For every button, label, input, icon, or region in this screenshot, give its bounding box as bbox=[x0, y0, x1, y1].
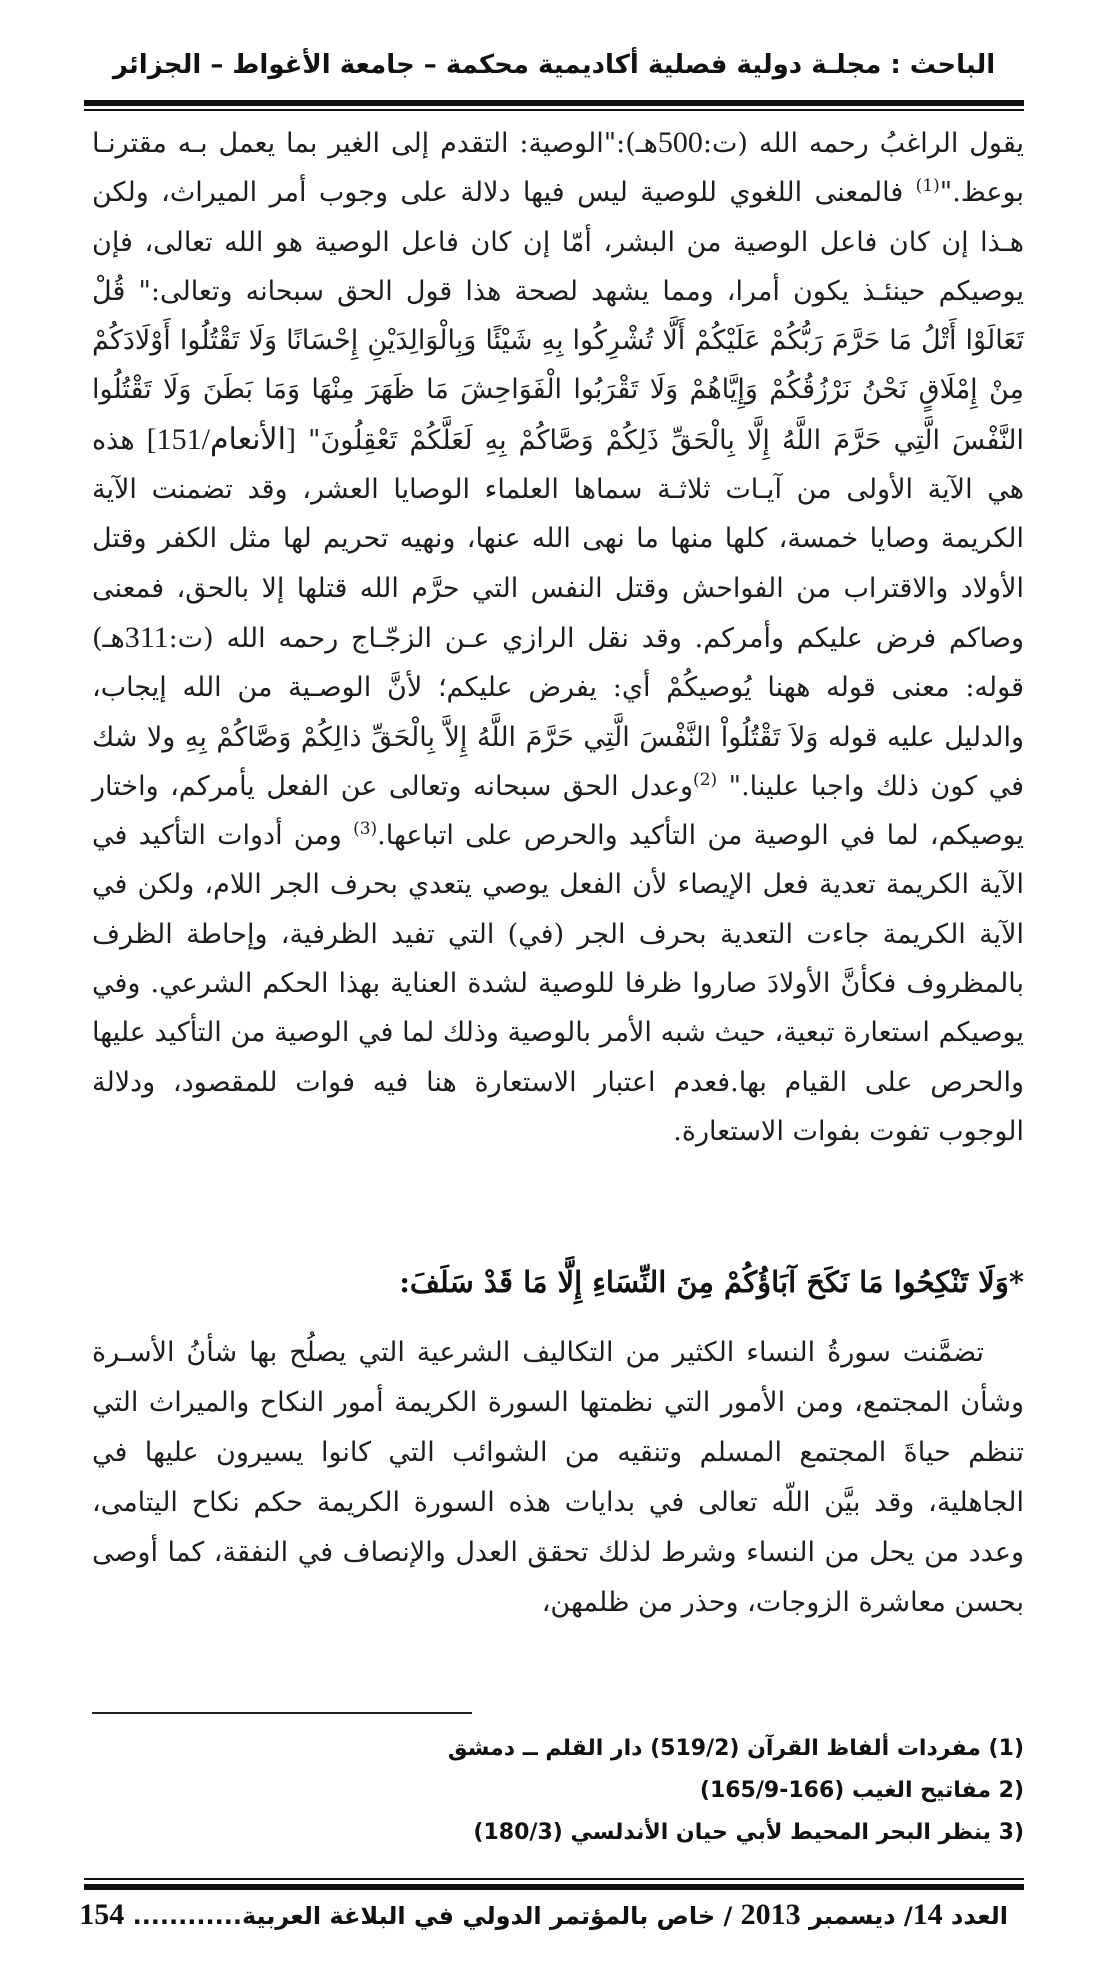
death-year-zajjaj: 311 bbox=[124, 620, 169, 654]
footnote-ref-1[interactable]: (1) bbox=[915, 176, 940, 197]
paragraph-1 bbox=[92, 118, 1024, 1156]
text-segment: يقول الراغبُ رحمه الله (ت: bbox=[702, 128, 1024, 159]
text-segment: هذه هي الآية الأولى من آيـات ثلاثـة سماها العلماء الوصايا العشر، وقد تضمنت الآية الكريمة وصايا خمسة، كلها منها ما نهى الله عنها، ونهيه تحريم لها مثل الكفر وقتل الأولاد والاقتراب من الفواحش وقتل النفس التي حرَّم الله قتلها إلا بالحق، فمعنى وصاكم فرض عليكم وأمركم. وقد نقل الرازي عـن الزجّـاج رحمه الله (ت: bbox=[92, 424, 1024, 654]
issue-label: العدد bbox=[942, 1902, 1008, 1930]
journal-header-title: الباحث : مجلـة دولية فصلية أكاديمية محكمة – جامعة الأغواط – الجزائر bbox=[112, 50, 996, 80]
section-2-paragraph bbox=[92, 1328, 1024, 1628]
issue-number: 14 bbox=[912, 1898, 943, 1931]
footer-rule-thick bbox=[84, 1884, 1024, 1890]
footnotes bbox=[92, 1728, 1024, 1854]
footnote-1: (1) مفردات ألفاظ القرآن (519/2) دار القلم ــ دمشق bbox=[447, 1736, 1024, 1761]
footnote-3: (3 ينظر البحر المحيط لأبي حيان الأندلسي (180/3) bbox=[473, 1820, 1024, 1845]
footnote-separator bbox=[92, 1712, 472, 1714]
footnote-ref-3[interactable]: (3) bbox=[353, 819, 378, 840]
footnote-ref-2[interactable]: (2) bbox=[693, 769, 718, 790]
main-paragraph bbox=[92, 118, 1024, 1156]
header-rule-thick bbox=[84, 100, 1024, 106]
issue-year: 2013 bbox=[740, 1898, 801, 1931]
paragraph-2: تضمَّنت سورةُ النساء الكثير من التكاليف الشرعية التي يصلُح بها شأنُ الأسـرة وشأن المجتمع، ومن الأمور التي نظمتها السورة الكريمة أمور النكاح والميراث التي تنظم حياةَ المجتمع المسلم وتنقيه من الشوائب التي كانوا يسيرون عليها في الجاهلية، وقد بيَّن اللّه تعالى في بدايات هذه السورة الكريمة حكم نكاح اليتامى، وعدد من يحل من النساء وشرط لذلك تحقق العدل والإنصاف في النفقة، كما أوصى بحسن معاشرة الزوجات، وحذر من ظلمهن، bbox=[92, 1337, 1024, 1618]
header-rule-thin bbox=[84, 109, 1024, 111]
text-segment: هـ):"الوصية: التقدم إلى الغير بما يعمل بـه مقترنـا بوعظ." bbox=[92, 128, 1024, 209]
verse-heading: *وَلَا تَنْكِحُوا مَا نَكَحَ آبَاؤُكُمْ مِنَ النِّسَاءِ إِلَّا مَا قَدْ سَلَفَ: bbox=[399, 1265, 1024, 1299]
page-footer bbox=[79, 1898, 1008, 1932]
text-segment: وعدل الحق سبحانه وتعالى عن الفعل يأمركم، واختار يوصيكم، لما في الوصية من التأكيد والحرص على اتباعها. bbox=[92, 770, 1024, 852]
issue-month: / ديسمبر bbox=[800, 1902, 913, 1930]
footnote-2: (2 مفاتيح الغيب (166-165/9) bbox=[699, 1778, 1024, 1803]
footer-rule-thin bbox=[84, 1878, 1024, 1880]
text-segment: ومن أدوات التأكيد في الآية الكريمة تعدية فعل الإيصاء لأن الفعل يوصي يتعدي بحرف الجر اللام، ولكن في الآية الكريمة جاءت التعدية بحرف الجر (في) التي تفيد الظرفية، وإحاطة الظرف بالمظروف فكأنَّ الأولادَ صاروا ظرفا للوصية لشدة العناية بهذا الحكم الشرعي. وفي يوصيكم استعارة تبعية، حيث شبه الأمر بالوصية وذلك لما في الوصية من التأكيد عليها والحرص على القيام بها.فعدم اعتبار الاستعارة هنا فيه فوات للمقصود، ودلالة الوجوب تفوت بفوات الاستعارة. bbox=[92, 820, 1024, 1147]
text-segment: فالمعنى اللغوي للوصية ليس فيها دلالة على وجوب أمر الميراث، ولكن هـذا إن كان فاعل الوصية من البشر، أمّا إن كان فاعل الوصية هو الله تعالى، فإن يوصيكم حينئـذ يكون أمرا، ومما يشهد لصحة هذا قول الحق سبحانه وتعالى:" قُلْ تَعَالَوْا أَتْلُ مَا حَرَّمَ رَبُّكُمْ عَلَيْكُمْ أَلَّا تُشْرِكُوا بِهِ شَيْئًا وَبِالْوَالِدَيْنِ إِحْسَانًا وَلَا تَقْتُلُوا أَوْلَادَكُمْ مِنْ إِمْلَاقٍ نَحْنُ نَرْزُقُكُمْ وَإِيَّاهُمْ وَلَا تَقْرَبُوا الْفَوَاحِشَ مَا ظَهَرَ مِنْهَا وَمَا بَطَنَ وَلَا تَقْتُلُوا النَّفْسَ الَّتِي حَرَّمَ اللَّهُ إِلَّا بِالْحَقِّ ذَلِكُمْ وَصَّاكُمْ بِهِ لَعَلَّكُمْ تَعْقِلُونَ" bbox=[92, 177, 1024, 456]
issue-description: / خاص بالمؤتمر الدولي في البلاغة العربية............ bbox=[124, 1902, 741, 1930]
death-year-raghib: 500 bbox=[657, 126, 703, 159]
text-segment: هـ) قوله: معنى قوله ههنا يُوصيكُمْ أي: يفرض عليكم؛ لأنَّ الوصـية من الله إيجاب، والدليل عليه قوله وَلاَ تَقْتُلُواْ النَّفْسَ الَّتِي حَرَّمَ اللَّهُ إِلاَّ بِالْحَقِّ ذالِكُمْ وَصَّاكُمْ بِهِ ولا شك في كون ذلك واجبا علينا." bbox=[92, 622, 1024, 802]
surah-reference: [الأنعام/151] bbox=[146, 422, 296, 456]
page-number: 154 bbox=[79, 1898, 125, 1931]
